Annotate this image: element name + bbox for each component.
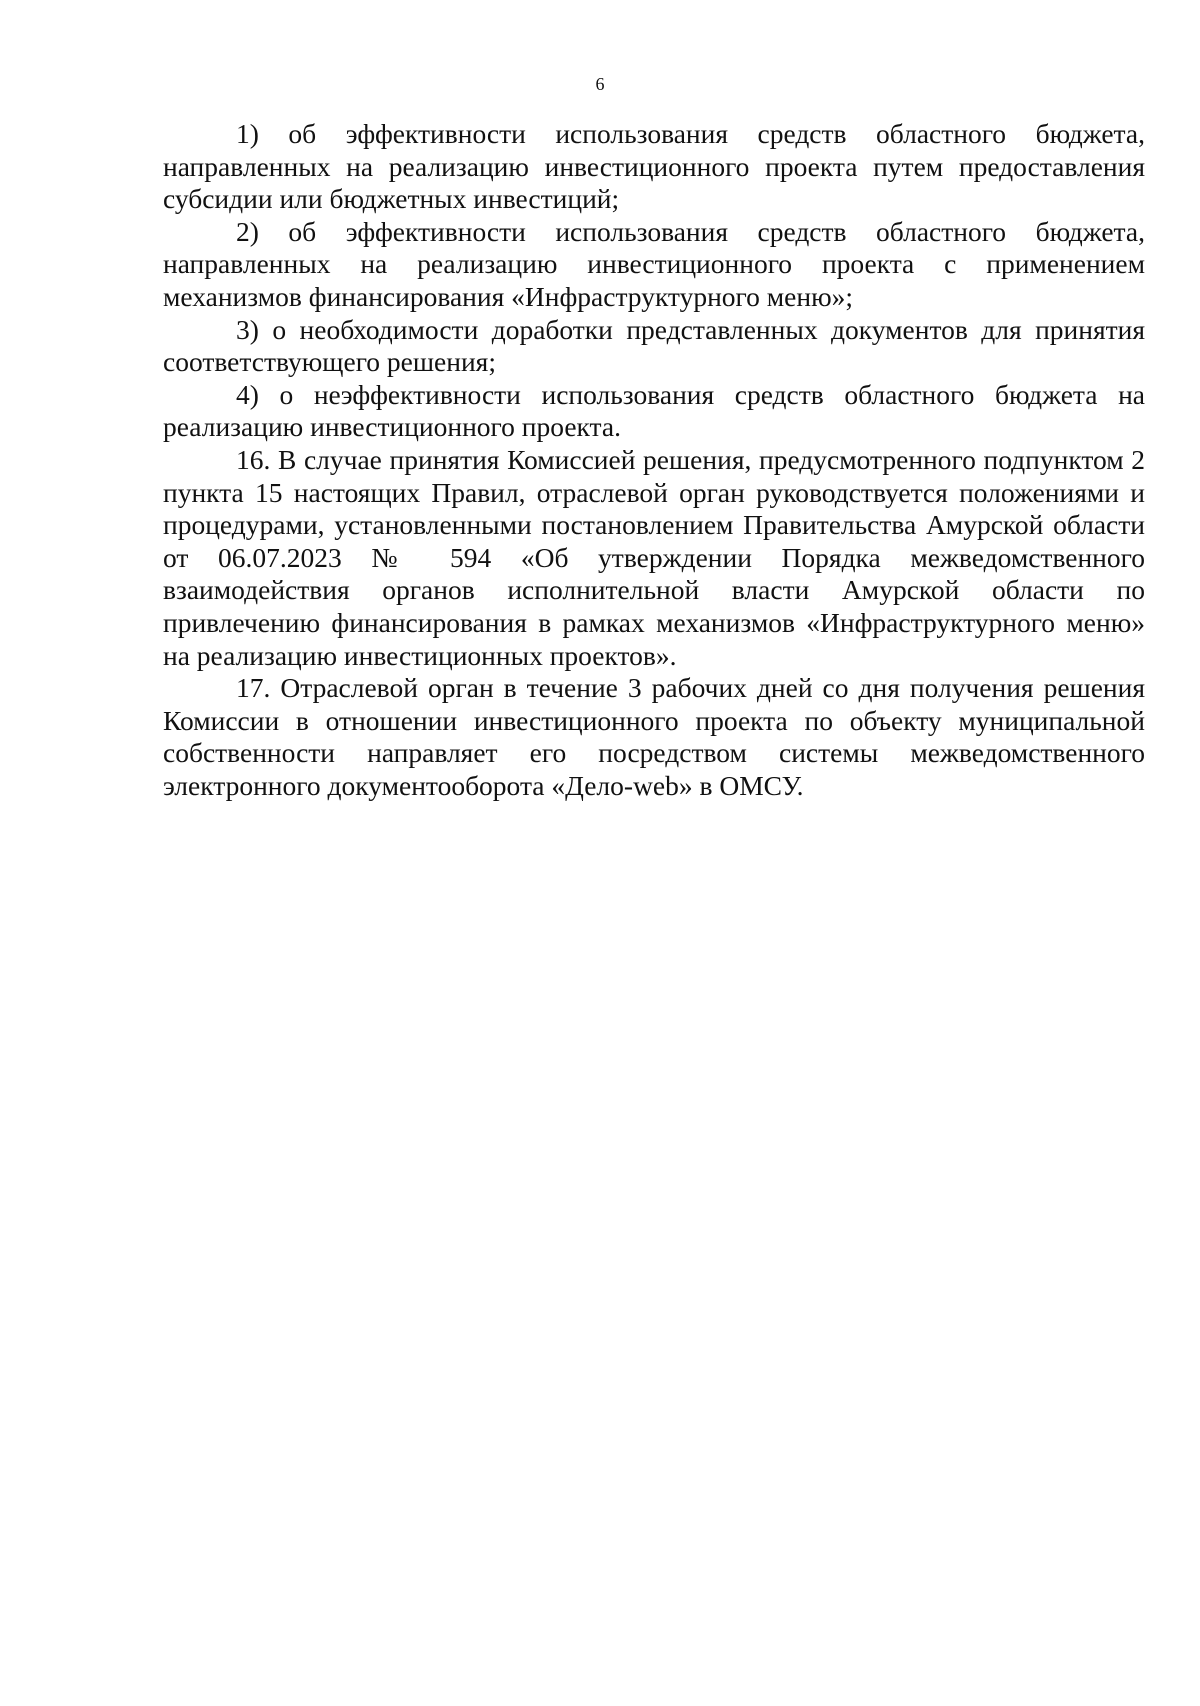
paragraph-item-1: 1) об эффективности использования средств областного бюджета, направленных на реализацию инвестиционного проекта путем предоставления субсидии или бюджетных инвестиций; [163, 118, 1145, 215]
paragraph-item-4: 4) о неэффективности использования средств областного бюджета на реализацию инвестиционного проекта. [163, 378, 1145, 443]
page-number: 6 [595, 74, 605, 94]
paragraph-item-3: 3) о необходимости доработки представленных документов для принятия соответствующего решения; [163, 313, 1145, 378]
paragraph-17: 17. Отраслевой орган в течение 3 рабочих дней со дня получения решения Комиссии в отношении инвестиционного проекта по объекту муниципальной собственности направляет его посредством системы межведомственного электронного документооборота «Дело-web» в ОМСУ. [163, 672, 1145, 801]
paragraph-item-2: 2) об эффективности использования средств областного бюджета, направленных на реализацию инвестиционного проекта с применением механизмов финансирования «Инфраструктурного меню»; [163, 215, 1145, 312]
paragraph-16: 16. В случае принятия Комиссией решения, предусмотренного подпунктом 2 пункта 15 настоящих Правил, отраслевой орган руководствуется положениями и процедурами, установленными постановлением Правительства Амурской области от 06.07.2023 № 594 «Об утверждении Порядка межведомственного взаимодействия органов исполнительной власти Амурской области по привлечению финансирования в рамках механизмов «Инфраструктурного меню» на реализацию инвестиционных проектов». [163, 443, 1145, 671]
document-body [163, 118, 1145, 802]
